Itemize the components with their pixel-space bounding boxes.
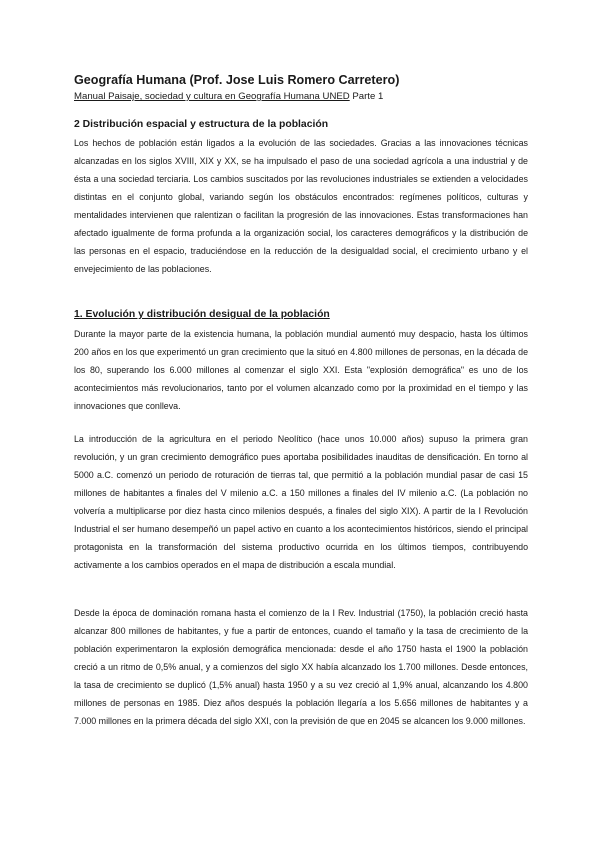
paragraph-crecimiento-historico: Desde la época de dominación romana hasta el comienzo de la I Rev. Industrial (1750), la población creció hasta alcanzar 800 millones de habitantes, y fue a partir de entonces, cuando el tamaño y la tasa de crecimiento de la población experimentaron la explosión demográfica mencionada: desde el año 1750 hasta el 1900 la población creció a un ritmo de 0,5% anual, y a comienzos del siglo XX había alcanzado los 1.700 millones. Desde entonces, la tasa de crecimiento se duplicó (1,5% anual) hasta 1950 y a su vez creció al 1,9% anual, alcanzando los 4.800 millones de personas en 1985. Diez años después la población llegaría a los 5.656 millones de habitantes y a 7.000 millones en la primera década del siglo XXI, con la previsión de que en 2045 se alcancen los 9.000 millones.: [74, 608, 528, 726]
paragraph-neolitico: La introducción de la agricultura en el periodo Neolítico (hace unos 10.000 años) supuso la primera gran revolución, y un gran crecimiento demográfico pues aportaba posibilidades inauditas de densificación. En torno al 5000 a.C. comenzó un periodo de roturación de tierras tal, que permitió a la población mundial pasar de casi 15 millones de habitantes a finales del V milenio a.C. a 150 millones a finales del IV milenio a.C. (La población no volvería a multiplicarse por diez hasta cinco milenios después, a finales del siglo XIX). A partir de la I Revolución Industrial el ser humano desempeñó un papel activo en cuanto a los acontecimientos históricos, siendo el principal protagonista en la transformación del sistema productivo ocurrida en los últimos tiempos, contribuyendo activamente a los cambios operados en el mapa de distribución a escala mundial.: [74, 434, 528, 570]
paragraph-intro: Los hechos de población están ligados a la evolución de las sociedades. Gracias a las innovaciones técnicas alcanzadas en los siglos XVIII, XIX y XX, se ha impulsado el paso de una sociedad agrícola a una industrial y de ésta a una sociedad terciaria. Los cambios suscitados por las revoluciones industriales se extienden a velocidades distintas en el conjunto global, variando según los obstáculos encontrados: regímenes políticos, culturas y mentalidades intervienen que ralentizan o facilitan la progresión de las innovaciones. Estas transformaciones han afectado igualmente de forma profunda a la organización social, los caracteres demográficos y la distribución de las personas en el espacio, traduciéndose en la reducción de la desigualdad social, el crecimiento urbano y el envejecimiento de las poblaciones.: [74, 138, 528, 274]
manual-reference: Manual Paisaje, sociedad y cultura en Geografía Humana UNED: [74, 91, 350, 102]
section-heading-evolucion: 1. Evolución y distribución desigual de la población: [74, 309, 330, 320]
part-label: Parte 1: [349, 91, 384, 102]
document-subtitle: [74, 91, 383, 102]
paragraph-explosion-demografica: Durante la mayor parte de la existencia humana, la población mundial aumentó muy despacio, hasta los últimos 200 años en los que experimentó un gran crecimiento que la situó en 4.800 millones de personas, en la década de los 80, superando los 6.000 millones al comenzar el siglo XXI. Esta "explosión demográfica" es uno de los acontecimientos más revolucionarios, tanto por el volumen alcanzado como por la proximidad en el tiempo y las innovaciones que conlleva.: [74, 329, 528, 411]
section-heading-distribucion: 2 Distribución espacial y estructura de la población: [74, 119, 329, 130]
document-title: Geografía Humana (Prof. Jose Luis Romero Carretero): [74, 73, 400, 87]
